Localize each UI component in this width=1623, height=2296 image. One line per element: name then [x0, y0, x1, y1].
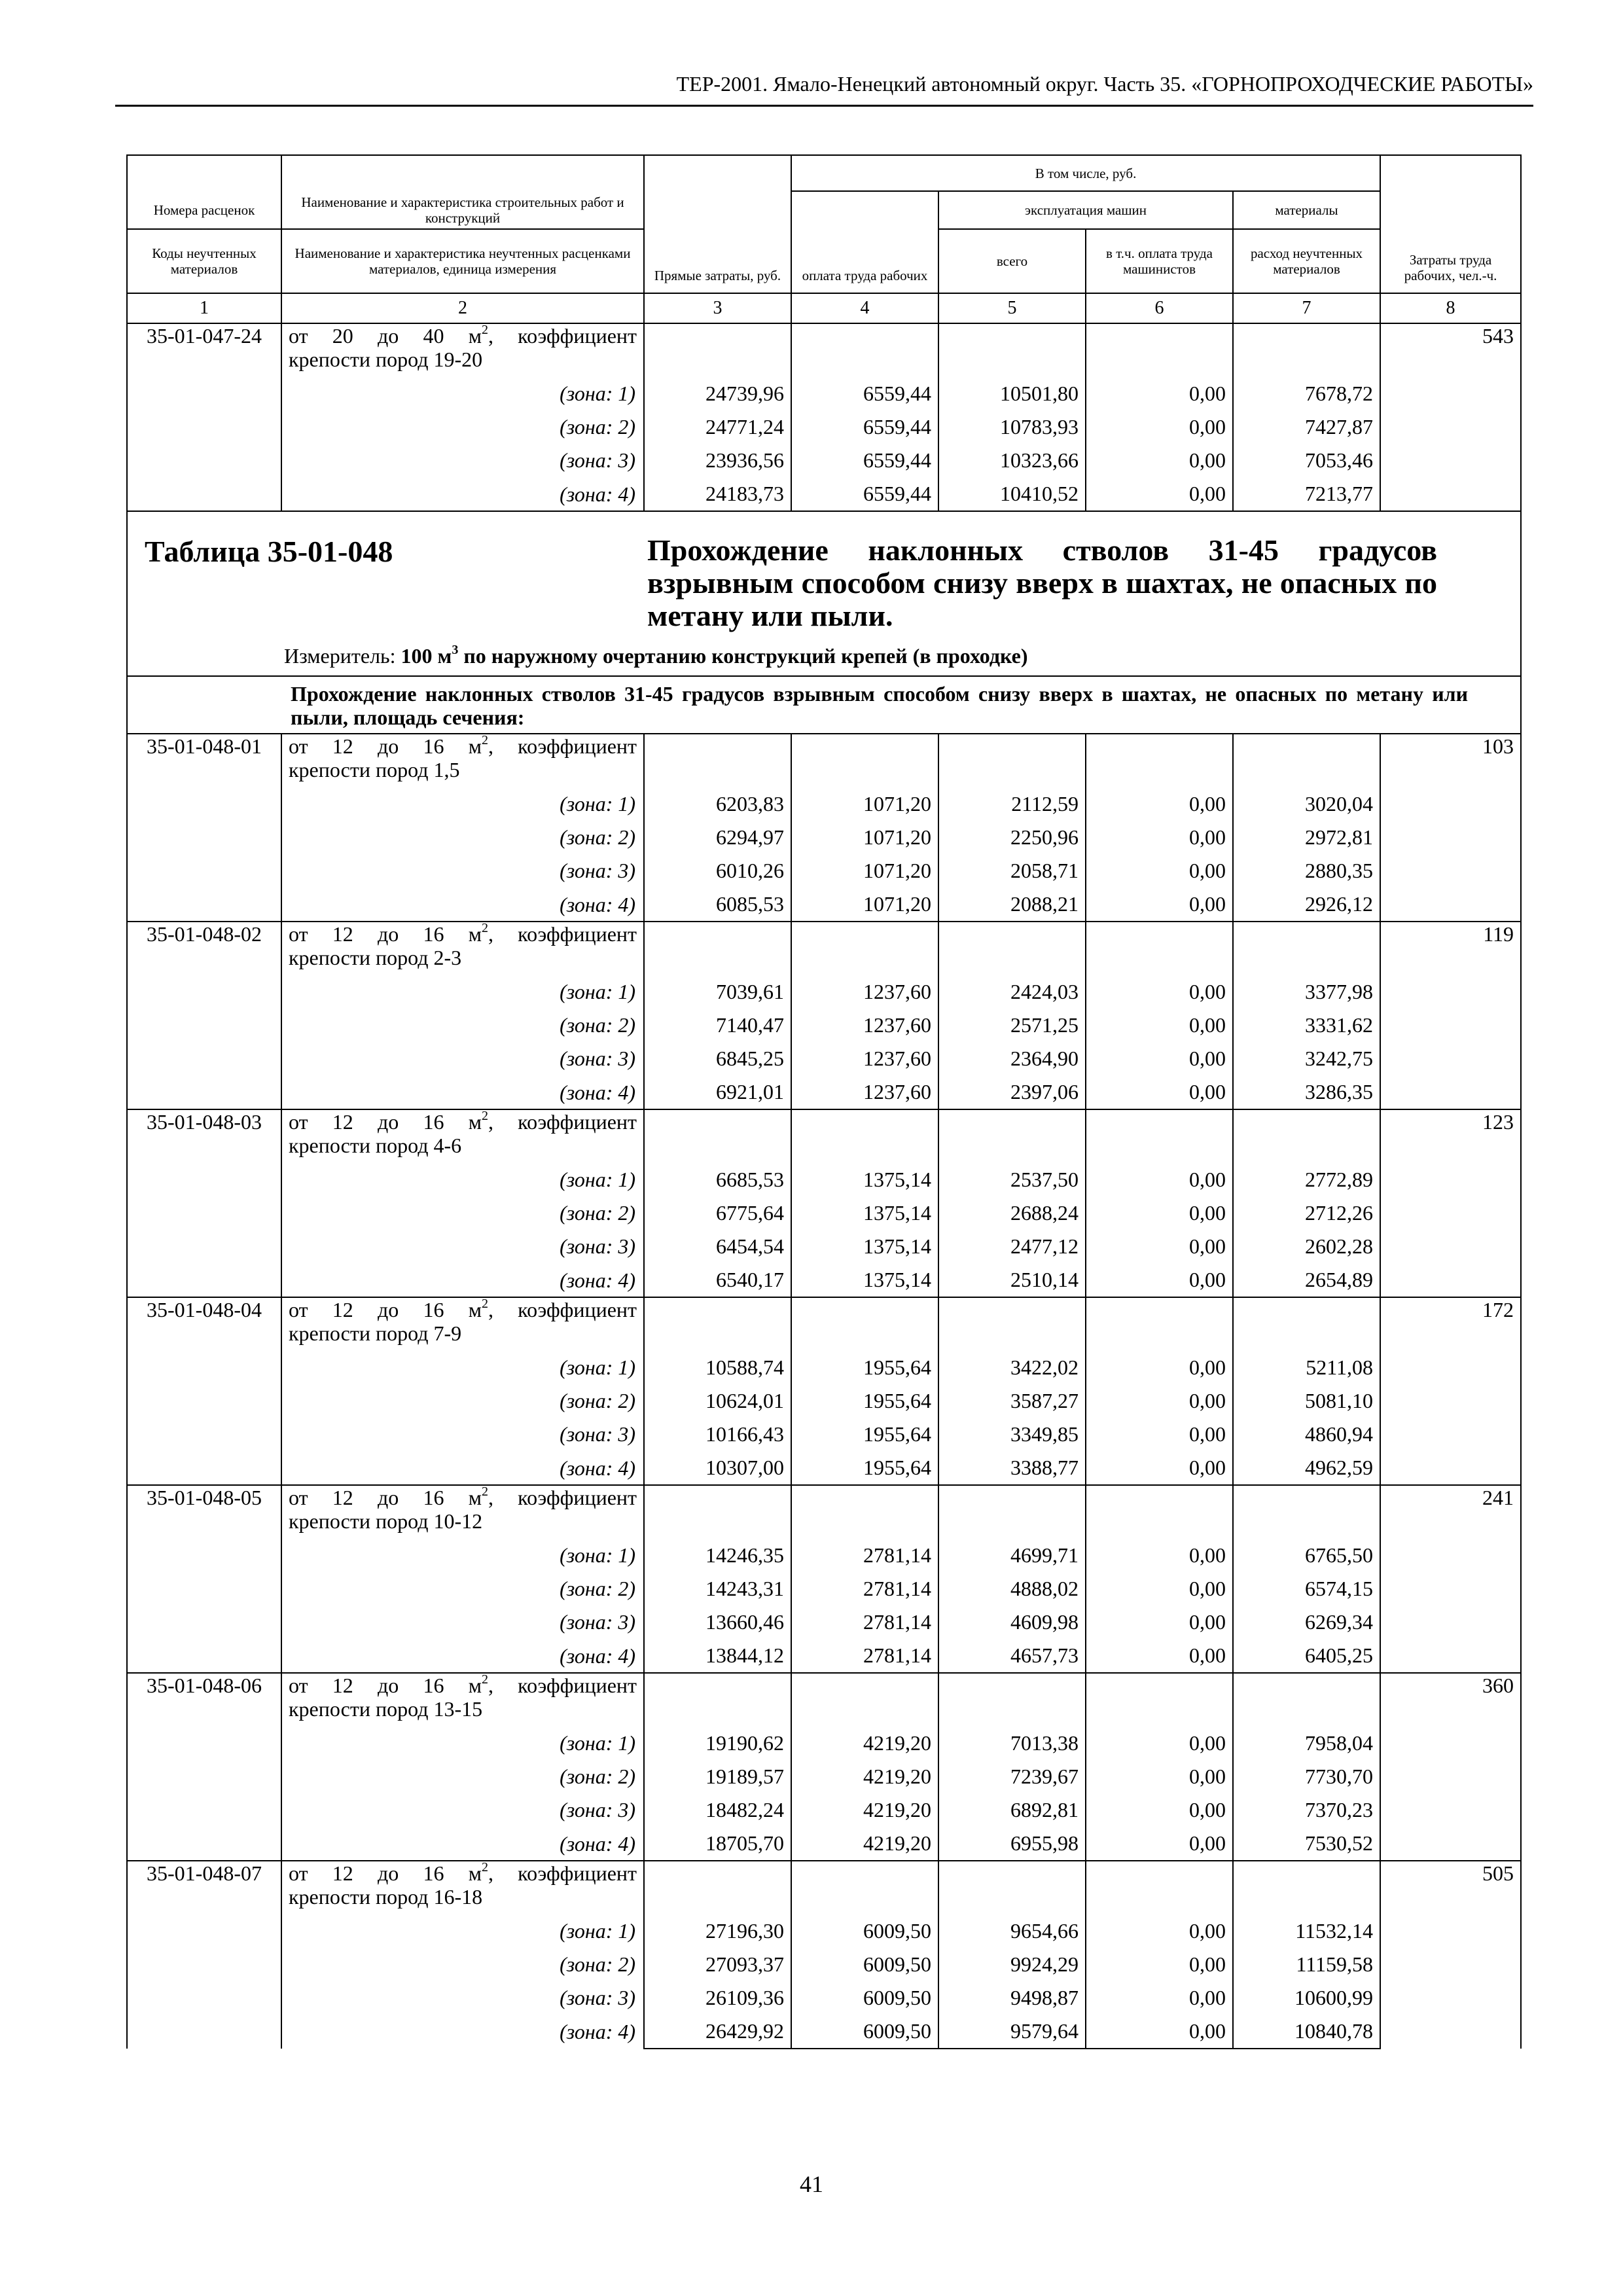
machine-cost: 2424,03 — [938, 975, 1086, 1009]
machinist-wage: 0,00 — [1086, 1605, 1233, 1639]
zone-label: (зона: 1) — [560, 1731, 635, 1755]
machinist-wage: 0,00 — [1086, 821, 1233, 854]
desc-line2: крепости пород 10-12 — [289, 1509, 483, 1533]
materials-cost: 3286,35 — [1233, 1075, 1380, 1109]
col1-bottom-header: Коды неучтенных материалов — [127, 229, 281, 293]
col-direct-header: Прямые затраты, руб. — [644, 155, 791, 293]
rate-code: 35-01-048-07 — [127, 1861, 281, 2049]
prev-entry — [127, 323, 1521, 511]
table-subheading: Прохождение наклонных стволов 31-45 градусов взрывным способом снизу вверх в шахтах, не опасных по метану или пыли, площадь сечения: — [127, 676, 1521, 734]
wage-cost: 1375,14 — [791, 1230, 938, 1263]
direct-cost: 26429,92 — [644, 2015, 791, 2049]
desc-line1: от 12 до 16 м — [289, 1486, 482, 1509]
wage-cost: 2781,14 — [791, 1639, 938, 1673]
direct-cost: 6775,64 — [644, 1196, 791, 1230]
materials-cost: 6405,25 — [1233, 1639, 1380, 1673]
zone-label: (зона: 2) — [560, 1013, 635, 1037]
machinist-wage: 0,00 — [1086, 444, 1233, 477]
wage-cost: 2781,14 — [791, 1605, 938, 1639]
direct-cost: 14246,35 — [644, 1539, 791, 1572]
zone-label: (зона: 1) — [560, 382, 635, 405]
wage-cost: 1071,20 — [791, 854, 938, 888]
labor-cost: 123 — [1380, 1109, 1521, 1297]
desc-sup: 2 — [481, 1297, 488, 1312]
materials-cost: 6269,34 — [1233, 1605, 1380, 1639]
wage-cost: 4219,20 — [791, 1827, 938, 1861]
materials-cost: 6765,50 — [1233, 1539, 1380, 1572]
machinist-wage: 0,00 — [1086, 1009, 1233, 1042]
direct-cost: 18482,24 — [644, 1793, 791, 1827]
materials-cost: 7053,46 — [1233, 444, 1380, 477]
direct-cost: 13660,46 — [644, 1605, 791, 1639]
desc-sup: 2 — [481, 1672, 488, 1687]
zone-label: (зона: 4) — [560, 1456, 635, 1480]
zone-label: (зона: 4) — [560, 1268, 635, 1292]
machine-cost: 7013,38 — [938, 1727, 1086, 1760]
materials-cost: 7370,23 — [1233, 1793, 1380, 1827]
entry-head-row — [127, 1297, 1521, 1351]
machine-cost: 6955,98 — [938, 1827, 1086, 1861]
desc-sup: 2 — [481, 323, 488, 338]
desc-line1-tail: , коэффициент — [488, 1674, 637, 1697]
direct-cost: 6203,83 — [644, 787, 791, 821]
machinist-wage: 0,00 — [1086, 1075, 1233, 1109]
desc-line1-tail: , коэффициент — [488, 1110, 637, 1134]
desc-line1: от 12 до 16 м — [289, 734, 482, 758]
machine-cost: 9579,64 — [938, 2015, 1086, 2049]
desc-line1-tail: , коэффициент — [488, 1298, 637, 1321]
zone-label: (зона: 1) — [560, 792, 635, 816]
wage-cost: 1071,20 — [791, 821, 938, 854]
labor-cost: 360 — [1380, 1673, 1521, 1861]
materials-cost: 3377,98 — [1233, 975, 1380, 1009]
col-mach-total-header: всего — [938, 229, 1086, 293]
col-labor-header: Затраты труда рабочих, чел.-ч. — [1380, 155, 1521, 293]
meter-unit: 100 м — [401, 644, 452, 668]
materials-cost: 2972,81 — [1233, 821, 1380, 854]
machine-cost: 2364,90 — [938, 1042, 1086, 1075]
rate-code: 35-01-048-02 — [127, 922, 281, 1109]
machine-cost: 3349,85 — [938, 1418, 1086, 1451]
machine-cost: 2058,71 — [938, 854, 1086, 888]
machinist-wage: 0,00 — [1086, 1196, 1233, 1230]
wage-cost: 1955,64 — [791, 1418, 938, 1451]
entry-head-row — [127, 1673, 1521, 1727]
direct-cost: 6921,01 — [644, 1075, 791, 1109]
zone-label: (зона: 4) — [560, 893, 635, 916]
entry-head-row — [127, 323, 1521, 377]
machine-cost: 4699,71 — [938, 1539, 1086, 1572]
col-number: 3 — [644, 293, 791, 323]
direct-cost: 10588,74 — [644, 1351, 791, 1384]
col-mach-wage-header: в т.ч. оплата труда машинистов — [1086, 229, 1233, 293]
wage-cost: 6559,44 — [791, 444, 938, 477]
zone-label: (зона: 2) — [560, 1765, 635, 1788]
machines-header: эксплуатация машин — [938, 191, 1233, 229]
wage-cost: 1375,14 — [791, 1163, 938, 1196]
desc-line2: крепости пород 13-15 — [289, 1697, 483, 1721]
wage-cost: 6009,50 — [791, 1948, 938, 1981]
column-numbers-row — [127, 293, 1521, 323]
desc-line1: от 12 до 16 м — [289, 1110, 482, 1134]
zone-label: (зона: 3) — [560, 1422, 635, 1446]
meter-sup: 3 — [452, 643, 459, 658]
zone-label: (зона: 2) — [560, 1201, 635, 1225]
machinist-wage: 0,00 — [1086, 1827, 1233, 1861]
table-title: Прохождение наклонных стволов 31-45 градусов взрывным способом снизу вверх в шахтах, не опасных по метану или пыли. — [647, 533, 1437, 632]
zone-label: (зона: 3) — [560, 1047, 635, 1070]
desc-line1: от 12 до 16 м — [289, 1298, 482, 1321]
wage-cost: 2781,14 — [791, 1539, 938, 1572]
materials-cost: 7958,04 — [1233, 1727, 1380, 1760]
machinist-wage: 0,00 — [1086, 410, 1233, 444]
zone-label: (зона: 2) — [560, 1952, 635, 1976]
col1-header: Номера расценок — [127, 191, 281, 229]
direct-cost: 24739,96 — [644, 377, 791, 410]
labor-cost: 241 — [1380, 1485, 1521, 1673]
machinist-wage: 0,00 — [1086, 1384, 1233, 1418]
machine-cost: 4609,98 — [938, 1605, 1086, 1639]
rate-code: 35-01-048-05 — [127, 1485, 281, 1673]
meter-rest: по наружному очертанию конструкций крепей (в проходке) — [458, 644, 1028, 668]
zone-label: (зона: 4) — [560, 1644, 635, 1668]
machinist-wage: 0,00 — [1086, 377, 1233, 410]
direct-cost: 7140,47 — [644, 1009, 791, 1042]
machine-cost: 3587,27 — [938, 1384, 1086, 1418]
direct-cost: 7039,61 — [644, 975, 791, 1009]
machine-cost: 4657,73 — [938, 1639, 1086, 1673]
rate-code: 35-01-047-24 — [127, 323, 281, 511]
desc-line1: от 12 до 16 м — [289, 1674, 482, 1697]
machine-cost: 3388,77 — [938, 1451, 1086, 1485]
machine-cost: 2537,50 — [938, 1163, 1086, 1196]
wage-cost: 2781,14 — [791, 1572, 938, 1605]
machine-cost: 7239,67 — [938, 1760, 1086, 1793]
machinist-wage: 0,00 — [1086, 1418, 1233, 1451]
desc-line2: крепости пород 19-20 — [289, 348, 483, 371]
table-section-header — [127, 511, 1521, 734]
desc-line1-tail: , коэффициент — [488, 1861, 637, 1885]
wage-cost: 6009,50 — [791, 1981, 938, 2015]
direct-cost: 6294,97 — [644, 821, 791, 854]
machinist-wage: 0,00 — [1086, 1760, 1233, 1793]
materials-cost: 4860,94 — [1233, 1418, 1380, 1451]
desc-line1: от 12 до 16 м — [289, 922, 482, 946]
zone-label: (зона: 3) — [560, 1234, 635, 1258]
labor-cost: 119 — [1380, 922, 1521, 1109]
entry-head-row — [127, 734, 1521, 787]
machine-cost: 9498,87 — [938, 1981, 1086, 2015]
machine-cost: 2250,96 — [938, 821, 1086, 854]
machine-cost: 9924,29 — [938, 1948, 1086, 1981]
materials-cost: 2712,26 — [1233, 1196, 1380, 1230]
machine-cost: 2571,25 — [938, 1009, 1086, 1042]
materials-cost: 7427,87 — [1233, 410, 1380, 444]
direct-cost: 18705,70 — [644, 1827, 791, 1861]
desc-line2: крепости пород 4-6 — [289, 1134, 462, 1157]
desc-sup: 2 — [481, 1109, 488, 1124]
machinist-wage: 0,00 — [1086, 2015, 1233, 2049]
machinist-wage: 0,00 — [1086, 1914, 1233, 1948]
col-number: 8 — [1380, 293, 1521, 323]
zone-label: (зона: 3) — [560, 859, 635, 882]
machinist-wage: 0,00 — [1086, 1948, 1233, 1981]
zone-label: (зона: 3) — [560, 1610, 635, 1634]
materials-cost: 4962,59 — [1233, 1451, 1380, 1485]
machinist-wage: 0,00 — [1086, 1539, 1233, 1572]
direct-cost: 6010,26 — [644, 854, 791, 888]
direct-cost: 19189,57 — [644, 1760, 791, 1793]
rate-code: 35-01-048-03 — [127, 1109, 281, 1297]
direct-cost: 6454,54 — [644, 1230, 791, 1263]
col-number: 4 — [791, 293, 938, 323]
zone-label: (зона: 1) — [560, 1168, 635, 1191]
wage-cost: 1237,60 — [791, 975, 938, 1009]
wage-cost: 1237,60 — [791, 1075, 938, 1109]
page-header: ТЕР-2001. Ямало-Ненецкий автономный округ. Часть 35. «ГОРНОПРОХОДЧЕСКИЕ РАБОТЫ» — [676, 72, 1533, 96]
direct-cost: 13844,12 — [644, 1639, 791, 1673]
materials-cost: 7678,72 — [1233, 377, 1380, 410]
machinist-wage: 0,00 — [1086, 787, 1233, 821]
machine-cost: 2112,59 — [938, 787, 1086, 821]
desc-line2: крепости пород 7-9 — [289, 1321, 462, 1345]
wage-cost: 1375,14 — [791, 1263, 938, 1297]
entry-head-row — [127, 1861, 1521, 1914]
machine-cost: 3422,02 — [938, 1351, 1086, 1384]
incl-header: В том числе, руб. — [791, 155, 1380, 191]
materials-cost: 3020,04 — [1233, 787, 1380, 821]
zone-label: (зона: 2) — [560, 415, 635, 439]
desc-line2: крепости пород 2-3 — [289, 946, 462, 969]
materials-cost: 2880,35 — [1233, 854, 1380, 888]
col-number: 7 — [1233, 293, 1380, 323]
machinist-wage: 0,00 — [1086, 1163, 1233, 1196]
machine-cost: 10501,80 — [938, 377, 1086, 410]
direct-cost: 19190,62 — [644, 1727, 791, 1760]
labor-cost: 172 — [1380, 1297, 1521, 1485]
wage-cost: 6009,50 — [791, 2015, 938, 2049]
materials-cost: 2654,89 — [1233, 1263, 1380, 1297]
desc-line1-tail: , коэффициент — [488, 1486, 637, 1509]
machine-cost: 9654,66 — [938, 1914, 1086, 1948]
labor-cost: 103 — [1380, 734, 1521, 922]
col-number: 6 — [1086, 293, 1233, 323]
materials-cost: 11532,14 — [1233, 1914, 1380, 1948]
materials-cost: 5211,08 — [1233, 1351, 1380, 1384]
zone-label: (зона: 2) — [560, 1389, 635, 1412]
direct-cost: 14243,31 — [644, 1572, 791, 1605]
price-table — [126, 154, 1522, 2049]
labor-cost: 543 — [1380, 323, 1521, 511]
materials-cost: 3331,62 — [1233, 1009, 1380, 1042]
zone-label: (зона: 1) — [560, 1543, 635, 1567]
wage-cost: 6009,50 — [791, 1914, 938, 1948]
materials-cost: 3242,75 — [1233, 1042, 1380, 1075]
zone-label: (зона: 1) — [560, 1355, 635, 1379]
direct-cost: 6085,53 — [644, 888, 791, 922]
machine-cost: 10323,66 — [938, 444, 1086, 477]
materials-cost: 7530,52 — [1233, 1827, 1380, 1861]
desc-line1: от 20 до 40 м — [289, 324, 482, 348]
labor-cost: 505 — [1380, 1861, 1521, 2049]
col-materials-header: расход неучтенных материалов — [1233, 229, 1380, 293]
desc-line2: крепости пород 16-18 — [289, 1885, 483, 1909]
zone-label: (зона: 1) — [560, 980, 635, 1003]
machine-cost: 2477,12 — [938, 1230, 1086, 1263]
wage-cost: 1237,60 — [791, 1042, 938, 1075]
direct-cost: 10166,43 — [644, 1418, 791, 1451]
desc-line2: крепости пород 1,5 — [289, 758, 460, 781]
materials-cost: 2926,12 — [1233, 888, 1380, 922]
wage-cost: 6559,44 — [791, 377, 938, 410]
wage-cost: 4219,20 — [791, 1793, 938, 1827]
rate-code: 35-01-048-06 — [127, 1673, 281, 1861]
direct-cost: 27196,30 — [644, 1914, 791, 1948]
desc-line1-tail: , коэффициент — [488, 922, 637, 946]
machinist-wage: 0,00 — [1086, 1230, 1233, 1263]
wage-cost: 4219,20 — [791, 1727, 938, 1760]
direct-cost: 6540,17 — [644, 1263, 791, 1297]
machine-cost: 6892,81 — [938, 1793, 1086, 1827]
materials-cost: 7730,70 — [1233, 1760, 1380, 1793]
machine-cost: 2088,21 — [938, 888, 1086, 922]
zone-label: (зона: 3) — [560, 1986, 635, 2009]
rate-code: 35-01-048-04 — [127, 1297, 281, 1485]
table-label: Таблица 35-01-048 — [145, 535, 393, 568]
zone-label: (зона: 4) — [560, 1832, 635, 1856]
col1-top-header — [127, 155, 281, 191]
machine-cost: 10783,93 — [938, 410, 1086, 444]
desc-line1: от 12 до 16 м — [289, 1861, 482, 1885]
machinist-wage: 0,00 — [1086, 1263, 1233, 1297]
wage-cost: 1237,60 — [791, 1009, 938, 1042]
col2-top-header — [281, 155, 644, 191]
zone-label: (зона: 1) — [560, 1919, 635, 1943]
desc-sup: 2 — [481, 1484, 488, 1499]
zone-label: (зона: 4) — [560, 2020, 635, 2043]
col-number: 5 — [938, 293, 1086, 323]
desc-line1-tail: , коэффициент — [488, 324, 637, 348]
machinist-wage: 0,00 — [1086, 1727, 1233, 1760]
col2-bottom-header: Наименование и характеристика неучтенных расценками материалов, единица измерения — [281, 229, 644, 293]
desc-sup: 2 — [481, 733, 488, 748]
machine-cost: 10410,52 — [938, 477, 1086, 511]
direct-cost: 24771,24 — [644, 410, 791, 444]
desc-line1-tail: , коэффициент — [488, 734, 637, 758]
materials-cost: 6574,15 — [1233, 1572, 1380, 1605]
col-number: 1 — [127, 293, 281, 323]
machinist-wage: 0,00 — [1086, 888, 1233, 922]
header-rule — [115, 105, 1533, 107]
materials-header: материалы — [1233, 191, 1380, 229]
machine-cost: 2397,06 — [938, 1075, 1086, 1109]
materials-cost: 2772,89 — [1233, 1163, 1380, 1196]
wage-cost: 1955,64 — [791, 1451, 938, 1485]
direct-cost: 6685,53 — [644, 1163, 791, 1196]
entry-head-row — [127, 922, 1521, 975]
wage-cost: 6559,44 — [791, 410, 938, 444]
machinist-wage: 0,00 — [1086, 1981, 1233, 2015]
zone-label: (зона: 3) — [560, 448, 635, 472]
col2-header: Наименование и характеристика строительных работ и конструкций — [281, 191, 644, 229]
direct-cost: 6845,25 — [644, 1042, 791, 1075]
machine-cost: 2510,14 — [938, 1263, 1086, 1297]
col-wage-header: оплата труда рабочих — [791, 191, 938, 293]
meter-prefix: Измеритель: — [284, 644, 401, 668]
machinist-wage: 0,00 — [1086, 1042, 1233, 1075]
direct-cost: 26109,36 — [644, 1981, 791, 2015]
materials-cost: 7213,77 — [1233, 477, 1380, 511]
desc-sup: 2 — [481, 1860, 488, 1875]
materials-cost: 11159,58 — [1233, 1948, 1380, 1981]
machine-cost: 2688,24 — [938, 1196, 1086, 1230]
machinist-wage: 0,00 — [1086, 1351, 1233, 1384]
zone-label: (зона: 4) — [560, 1081, 635, 1104]
machinist-wage: 0,00 — [1086, 854, 1233, 888]
rate-code: 35-01-048-01 — [127, 734, 281, 922]
wage-cost: 6559,44 — [791, 477, 938, 511]
col-number: 2 — [281, 293, 644, 323]
entries — [127, 734, 1521, 2049]
direct-cost: 10307,00 — [644, 1451, 791, 1485]
machinist-wage: 0,00 — [1086, 1572, 1233, 1605]
direct-cost: 24183,73 — [644, 477, 791, 511]
direct-cost: 10624,01 — [644, 1384, 791, 1418]
materials-cost: 2602,28 — [1233, 1230, 1380, 1263]
wage-cost: 1071,20 — [791, 787, 938, 821]
zone-label: (зона: 2) — [560, 1577, 635, 1600]
zone-label: (зона: 4) — [560, 482, 635, 506]
wage-cost: 1071,20 — [791, 888, 938, 922]
machinist-wage: 0,00 — [1086, 477, 1233, 511]
table-meter — [284, 644, 1028, 668]
machinist-wage: 0,00 — [1086, 1793, 1233, 1827]
zone-label: (зона: 3) — [560, 1798, 635, 1821]
direct-cost: 27093,37 — [644, 1948, 791, 1981]
wage-cost: 4219,20 — [791, 1760, 938, 1793]
wage-cost: 1375,14 — [791, 1196, 938, 1230]
machinist-wage: 0,00 — [1086, 1639, 1233, 1673]
entry-head-row — [127, 1485, 1521, 1539]
machinist-wage: 0,00 — [1086, 975, 1233, 1009]
page-number: 41 — [800, 2171, 823, 2197]
materials-cost: 5081,10 — [1233, 1384, 1380, 1418]
entry-head-row — [127, 1109, 1521, 1163]
direct-cost: 23936,56 — [644, 444, 791, 477]
wage-cost: 1955,64 — [791, 1384, 938, 1418]
materials-cost: 10840,78 — [1233, 2015, 1380, 2049]
machinist-wage: 0,00 — [1086, 1451, 1233, 1485]
materials-cost: 10600,99 — [1233, 1981, 1380, 2015]
machine-cost: 4888,02 — [938, 1572, 1086, 1605]
desc-sup: 2 — [481, 921, 488, 936]
zone-label: (зона: 2) — [560, 825, 635, 849]
wage-cost: 1955,64 — [791, 1351, 938, 1384]
